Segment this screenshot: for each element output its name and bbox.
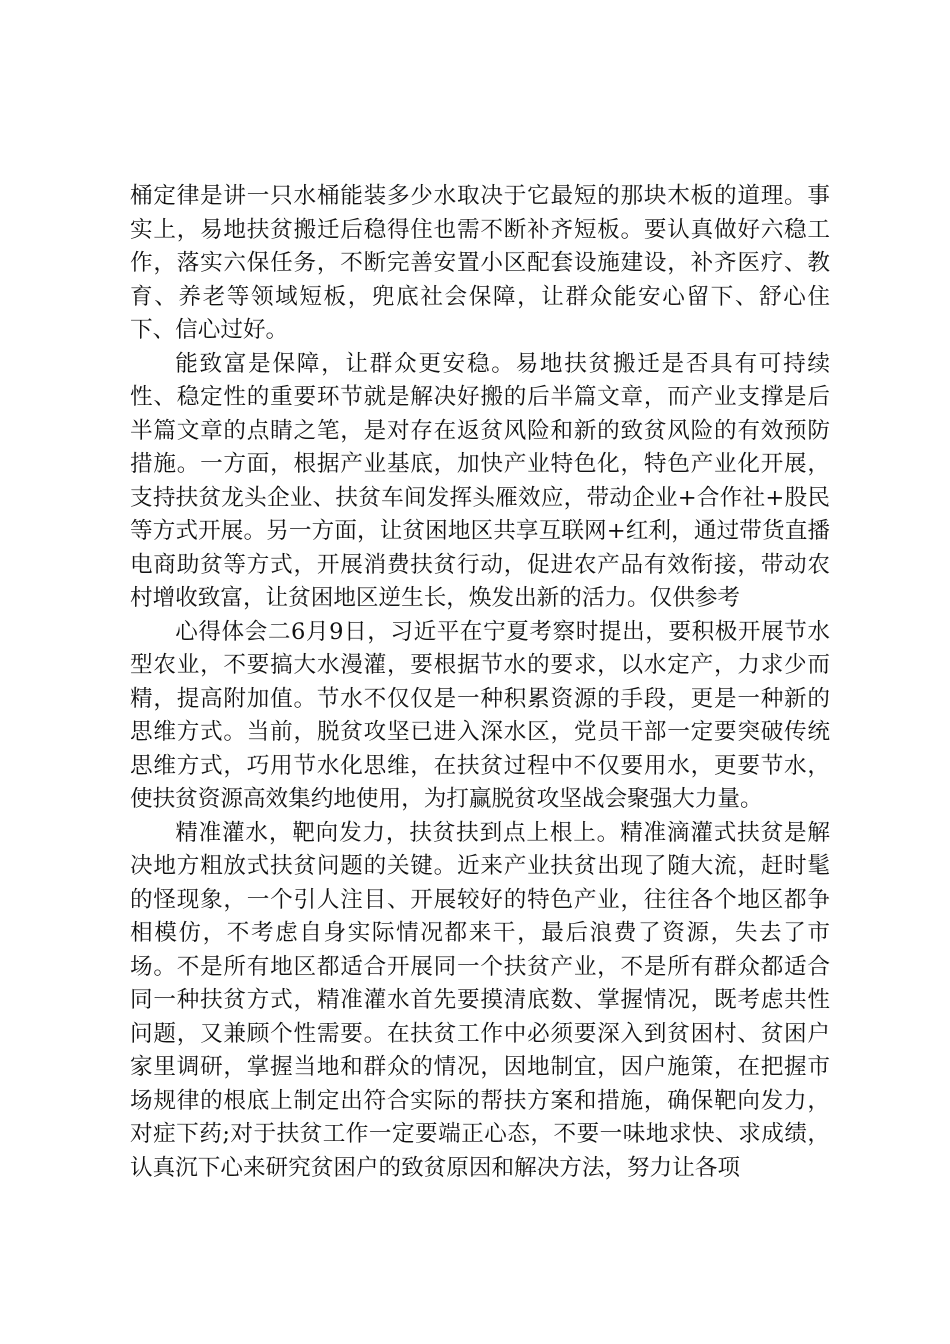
paragraph-4: 精准灌水，靶向发力，扶贫扶到点上根上。精准滴灌式扶贫是解决地方粗放式扶贫问题的关键。近来产业扶贫出现了随大流，赶时髦的怪现象，一个引人注目、开展较好的特色产业，往往各个地区都争相模仿，不考虑自身实际情况都来干，最后浪费了资源，失去了市场。不是所有地区都适合开展同一个扶贫产业，不是所有群众都适合同一种扶贫方式，精准灌水首先要摸清底数、掌握情况，既考虑共性问题，又兼顾个性需要。在扶贫工作中必须要深入到贫困村、贫困户家里调研，掌握当地和群众的情况，因地制宜，因户施策，在把握市场规律的根底上制定出符合实际的帮扶方案和措施，确保靶向发力，对症下药;对于扶贫工作一定要端正心态，不要一味地求快、求成绩，认真沉下心来研究贫困户的致贫原因和解决方法，努力让各项 <box>130 819 830 1181</box>
paragraph-2: 能致富是保障，让群众更安稳。易地扶贫搬迁是否具有可持续性、稳定性的重要环节就是解决好搬的后半篇文章，而产业支撑是后半篇文章的点睛之笔，是对存在返贫风险和新的致贫风险的有效预防措施。一方面，根据产业基底，加快产业特色化，特色产业化开展，支持扶贫龙头企业、扶贫车间发挥头雁效应，带动企业+合作社+股民等方式开展。另一方面，让贫困地区共享互联网+红利，通过带货直播电商助贫等方式，开展消费扶贫行动，促进农产品有效衔接，带动农村增收致富，让贫困地区逆生长，焕发出新的活力。仅供参考 <box>130 350 830 611</box>
paragraph-1: 桶定律是讲一只水桶能装多少水取决于它最短的那块木板的道理。事实上，易地扶贫搬迁后稳得住也需不断补齐短板。要认真做好六稳工作，落实六保任务，不断完善安置小区配套设施建设，补齐医疗、教育、养老等领域短板，兜底社会保障，让群众能安心留下、舒心住下、信心过好。 <box>130 183 830 343</box>
body-text <box>130 180 830 1185</box>
paragraph-3: 心得体会二6月9日，习近平在宁夏考察时提出，要积极开展节水型农业，不要搞大水漫灌，要根据节水的要求，以水定产，力求少而精，提高附加值。节水不仅仅是一种积累资源的手段，更是一种新的思维方式。当前，脱贫攻坚已进入深水区，党员干部一定要突破传统思维方式，巧用节水化思维，在扶贫过程中不仅要用水，更要节水，使扶贫资源高效集约地使用，为打赢脱贫攻坚战会聚强大力量。 <box>130 618 830 812</box>
